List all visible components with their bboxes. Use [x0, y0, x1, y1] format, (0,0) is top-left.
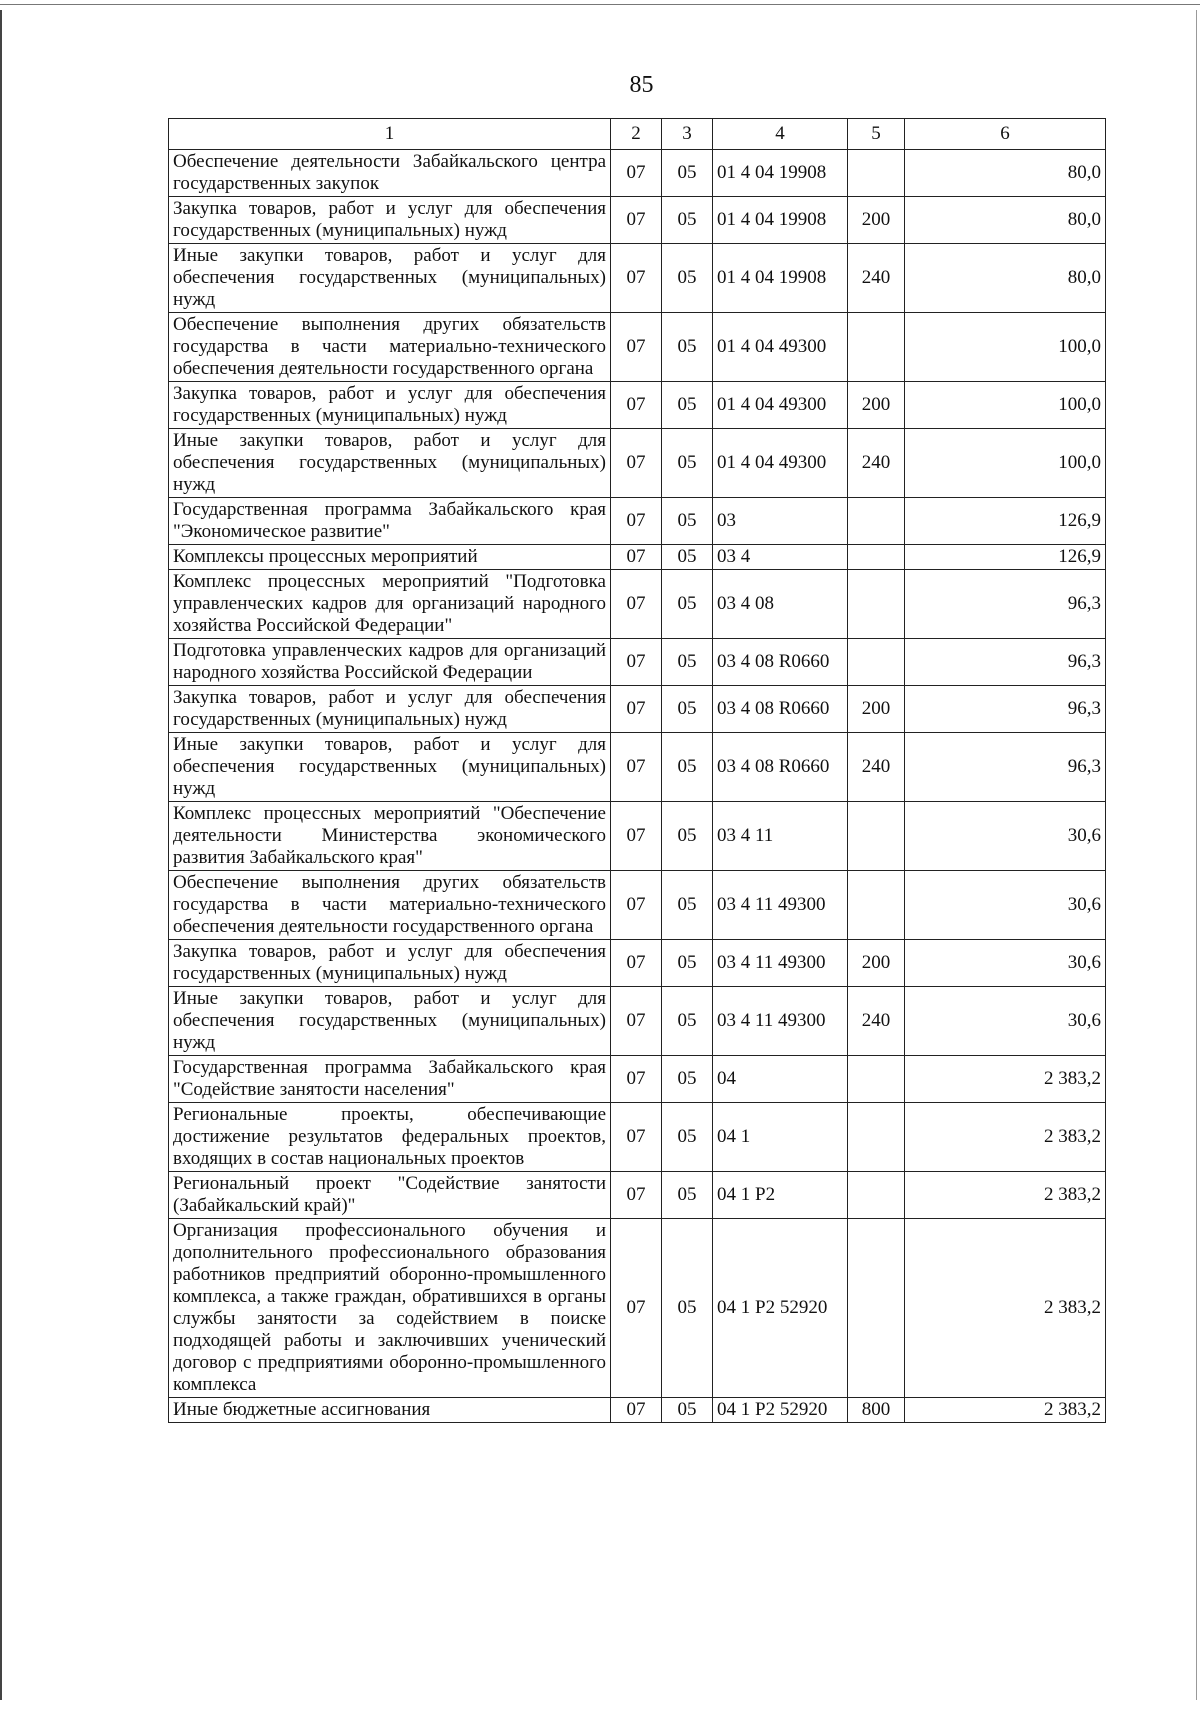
cell-name: Обеспечение деятельности Забайкальского центра государственных закупок	[169, 150, 611, 197]
table-row	[169, 1172, 1106, 1219]
cell-expense-type	[848, 871, 905, 940]
table-row	[169, 150, 1106, 197]
cell-target-code: 01 4 04 49300	[713, 382, 848, 429]
table-row	[169, 733, 1106, 802]
cell-target-code: 01 4 04 19908	[713, 244, 848, 313]
cell-expense-type: 240	[848, 733, 905, 802]
table-row	[169, 1103, 1106, 1172]
cell-name: Обеспечение выполнения других обязательств государства в части материально-технического обеспечения деятельности государственного органа	[169, 871, 611, 940]
cell-section: 07	[611, 733, 662, 802]
cell-section: 07	[611, 313, 662, 382]
table-row	[169, 570, 1106, 639]
cell-target-code: 03 4 11 49300	[713, 987, 848, 1056]
cell-name: Иные бюджетные ассигнования	[169, 1398, 611, 1423]
cell-name: Обеспечение выполнения других обязательств государства в части материально-технического обеспечения деятельности государственного органа	[169, 313, 611, 382]
cell-section: 07	[611, 940, 662, 987]
table-row	[169, 244, 1106, 313]
cell-section: 07	[611, 545, 662, 570]
cell-name: Иные закупки товаров, работ и услуг для обеспечения государственных (муниципальных) нужд	[169, 429, 611, 498]
cell-amount: 100,0	[905, 313, 1106, 382]
cell-section: 07	[611, 382, 662, 429]
table-row	[169, 382, 1106, 429]
cell-subsection: 05	[662, 1398, 713, 1423]
cell-target-code: 01 4 04 19908	[713, 197, 848, 244]
cell-target-code: 03 4 11 49300	[713, 871, 848, 940]
cell-amount: 2 383,2	[905, 1219, 1106, 1398]
cell-section: 07	[611, 429, 662, 498]
table-row	[169, 429, 1106, 498]
cell-amount: 30,6	[905, 987, 1106, 1056]
cell-name: Иные закупки товаров, работ и услуг для обеспечения государственных (муниципальных) нужд	[169, 733, 611, 802]
cell-subsection: 05	[662, 1103, 713, 1172]
cell-target-code: 01 4 04 49300	[713, 429, 848, 498]
cell-amount: 30,6	[905, 940, 1106, 987]
cell-section: 07	[611, 498, 662, 545]
cell-section: 07	[611, 150, 662, 197]
cell-section: 07	[611, 570, 662, 639]
cell-target-code: 04 1 P2	[713, 1172, 848, 1219]
cell-amount: 2 383,2	[905, 1172, 1106, 1219]
table-row	[169, 639, 1106, 686]
cell-amount: 126,9	[905, 498, 1106, 545]
cell-subsection: 05	[662, 1172, 713, 1219]
cell-target-code: 03 4 11	[713, 802, 848, 871]
cell-section: 07	[611, 1398, 662, 1423]
table-row	[169, 1219, 1106, 1398]
cell-section: 07	[611, 639, 662, 686]
cell-expense-type: 200	[848, 940, 905, 987]
column-header-subsection: 3	[662, 119, 713, 150]
table-row	[169, 987, 1106, 1056]
cell-subsection: 05	[662, 686, 713, 733]
cell-amount: 2 383,2	[905, 1103, 1106, 1172]
cell-amount: 126,9	[905, 545, 1106, 570]
cell-subsection: 05	[662, 244, 713, 313]
table-header-row	[169, 119, 1106, 150]
cell-name: Комплекс процессных мероприятий "Подготовка управленческих кадров для организаций народного хозяйства Российской Федерации"	[169, 570, 611, 639]
cell-amount: 30,6	[905, 802, 1106, 871]
cell-expense-type: 200	[848, 382, 905, 429]
cell-name: Подготовка управленческих кадров для организаций народного хозяйства Российской Федерации	[169, 639, 611, 686]
cell-name: Комплексы процессных мероприятий	[169, 545, 611, 570]
cell-amount: 96,3	[905, 733, 1106, 802]
cell-amount: 96,3	[905, 570, 1106, 639]
cell-expense-type	[848, 639, 905, 686]
cell-amount: 2 383,2	[905, 1398, 1106, 1423]
page-number: 85	[629, 72, 654, 98]
cell-subsection: 05	[662, 313, 713, 382]
cell-expense-type	[848, 1103, 905, 1172]
cell-expense-type: 240	[848, 429, 905, 498]
table-row	[169, 1056, 1106, 1103]
cell-section: 07	[611, 1056, 662, 1103]
table-row	[169, 197, 1106, 244]
cell-name: Иные закупки товаров, работ и услуг для обеспечения государственных (муниципальных) нужд	[169, 244, 611, 313]
cell-subsection: 05	[662, 639, 713, 686]
cell-amount: 2 383,2	[905, 1056, 1106, 1103]
cell-expense-type: 240	[848, 244, 905, 313]
cell-expense-type	[848, 498, 905, 545]
table-row	[169, 940, 1106, 987]
cell-section: 07	[611, 686, 662, 733]
cell-section: 07	[611, 1172, 662, 1219]
cell-name: Организация профессионального обучения и дополнительного профессионального образования работников предприятий оборонно-промышленного комплекса, а также граждан, обратившихся в органы службы занятости за содействием в поиске подходящей работы и заключивших ученический договор с предприятиями оборонно-промышленного комплекса	[169, 1219, 611, 1398]
cell-subsection: 05	[662, 871, 713, 940]
cell-expense-type	[848, 1219, 905, 1398]
cell-name: Государственная программа Забайкальского края "Содействие занятости населения"	[169, 1056, 611, 1103]
scan-edge-top	[0, 4, 1200, 5]
cell-target-code: 03 4	[713, 545, 848, 570]
table-row	[169, 871, 1106, 940]
cell-subsection: 05	[662, 1219, 713, 1398]
cell-target-code: 04	[713, 1056, 848, 1103]
cell-amount: 96,3	[905, 686, 1106, 733]
cell-name: Региональный проект "Содействие занятости (Забайкальский край)"	[169, 1172, 611, 1219]
cell-subsection: 05	[662, 382, 713, 429]
cell-target-code: 03 4 08 R0660	[713, 639, 848, 686]
cell-section: 07	[611, 802, 662, 871]
cell-section: 07	[611, 197, 662, 244]
cell-subsection: 05	[662, 197, 713, 244]
cell-amount: 80,0	[905, 197, 1106, 244]
cell-name: Государственная программа Забайкальского края "Экономическое развитие"	[169, 498, 611, 545]
cell-subsection: 05	[662, 987, 713, 1056]
scan-edge-left	[0, 10, 2, 1700]
cell-name: Региональные проекты, обеспечивающие достижение результатов федеральных проектов, входящих в состав национальных проектов	[169, 1103, 611, 1172]
cell-expense-type	[848, 545, 905, 570]
cell-section: 07	[611, 987, 662, 1056]
cell-target-code: 03 4 08 R0660	[713, 686, 848, 733]
cell-subsection: 05	[662, 733, 713, 802]
cell-name: Закупка товаров, работ и услуг для обеспечения государственных (муниципальных) нужд	[169, 197, 611, 244]
cell-target-code: 03 4 11 49300	[713, 940, 848, 987]
cell-subsection: 05	[662, 150, 713, 197]
budget-table	[168, 118, 1106, 1423]
cell-subsection: 05	[662, 802, 713, 871]
cell-target-code: 04 1 P2 52920	[713, 1219, 848, 1398]
cell-expense-type: 200	[848, 686, 905, 733]
cell-target-code: 04 1	[713, 1103, 848, 1172]
cell-amount: 96,3	[905, 639, 1106, 686]
cell-subsection: 05	[662, 940, 713, 987]
cell-subsection: 05	[662, 498, 713, 545]
cell-expense-type	[848, 802, 905, 871]
column-header-name: 1	[169, 119, 611, 150]
cell-subsection: 05	[662, 429, 713, 498]
cell-section: 07	[611, 244, 662, 313]
column-header-expense-type: 5	[848, 119, 905, 150]
cell-name: Закупка товаров, работ и услуг для обеспечения государственных (муниципальных) нужд	[169, 940, 611, 987]
cell-expense-type	[848, 313, 905, 382]
cell-subsection: 05	[662, 545, 713, 570]
cell-section: 07	[611, 1103, 662, 1172]
cell-amount: 100,0	[905, 429, 1106, 498]
cell-target-code: 03 4 08	[713, 570, 848, 639]
cell-expense-type: 800	[848, 1398, 905, 1423]
column-header-amount: 6	[905, 119, 1106, 150]
cell-subsection: 05	[662, 570, 713, 639]
cell-expense-type	[848, 1056, 905, 1103]
cell-target-code: 03	[713, 498, 848, 545]
cell-target-code: 01 4 04 49300	[713, 313, 848, 382]
cell-amount: 80,0	[905, 150, 1106, 197]
cell-name: Закупка товаров, работ и услуг для обеспечения государственных (муниципальных) нужд	[169, 382, 611, 429]
cell-target-code: 03 4 08 R0660	[713, 733, 848, 802]
column-header-section: 2	[611, 119, 662, 150]
cell-expense-type	[848, 570, 905, 639]
cell-amount: 80,0	[905, 244, 1106, 313]
cell-expense-type	[848, 150, 905, 197]
table-row	[169, 313, 1106, 382]
column-header-target-code: 4	[713, 119, 848, 150]
cell-amount: 30,6	[905, 871, 1106, 940]
cell-name: Иные закупки товаров, работ и услуг для обеспечения государственных (муниципальных) нужд	[169, 987, 611, 1056]
cell-section: 07	[611, 871, 662, 940]
table-row	[169, 1398, 1106, 1423]
cell-expense-type: 200	[848, 197, 905, 244]
cell-name: Закупка товаров, работ и услуг для обеспечения государственных (муниципальных) нужд	[169, 686, 611, 733]
table-row	[169, 545, 1106, 570]
cell-target-code: 04 1 P2 52920	[713, 1398, 848, 1423]
table-row	[169, 686, 1106, 733]
cell-expense-type	[848, 1172, 905, 1219]
cell-name: Комплекс процессных мероприятий "Обеспечение деятельности Министерства экономического развития Забайкальского края"	[169, 802, 611, 871]
table-body	[169, 150, 1106, 1423]
cell-expense-type: 240	[848, 987, 905, 1056]
cell-target-code: 01 4 04 19908	[713, 150, 848, 197]
table-row	[169, 498, 1106, 545]
cell-amount: 100,0	[905, 382, 1106, 429]
table-row	[169, 802, 1106, 871]
cell-subsection: 05	[662, 1056, 713, 1103]
cell-section: 07	[611, 1219, 662, 1398]
scan-edge-right	[1196, 10, 1197, 1700]
